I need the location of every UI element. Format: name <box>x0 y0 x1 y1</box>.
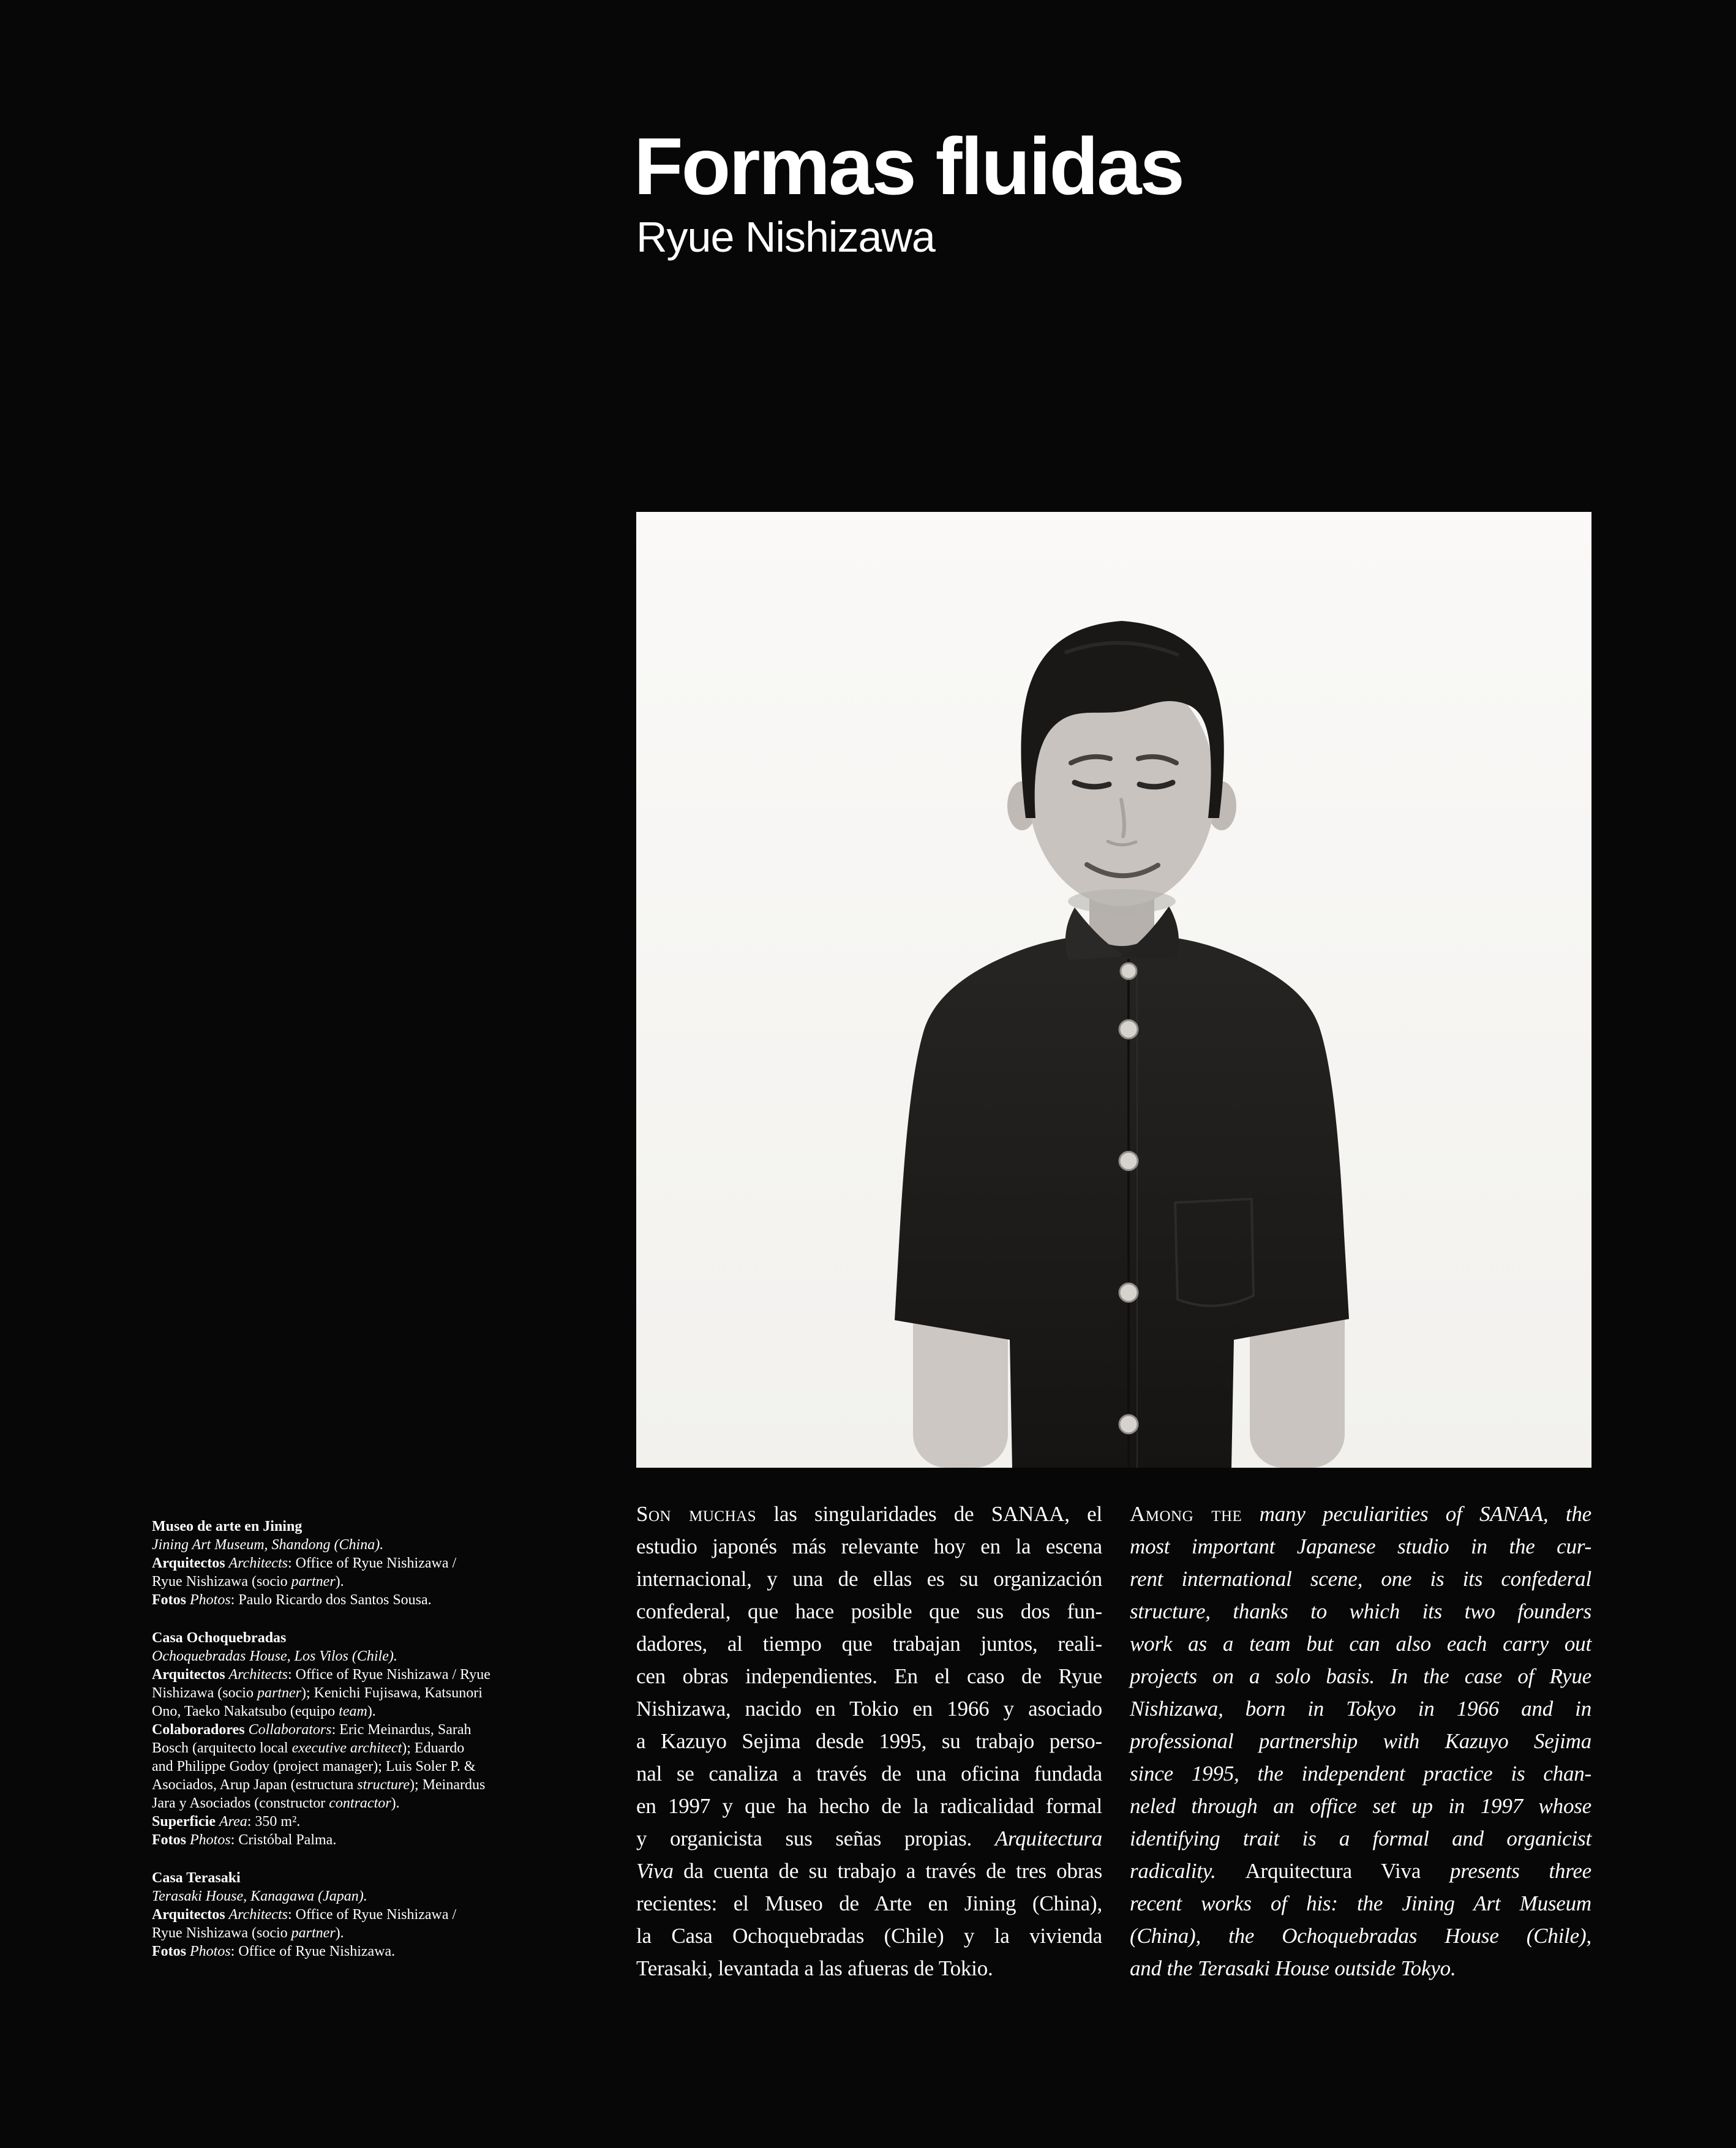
text-line: Ochoquebradas House, Los Vilos (Chile). <box>152 1648 397 1664</box>
text-line: Nishizawa, born in Tokyo in 1966 and in <box>1130 1697 1591 1721</box>
text-line: Among the many peculiarities of SANAA, the <box>1130 1502 1591 1526</box>
text-line: Fotos Photos: Cristóbal Palma. <box>152 1832 337 1848</box>
text-line: Fotos Photos: Paulo Ricardo dos Santos Sousa. <box>152 1592 432 1608</box>
text-line: Fotos Photos: Office of Ryue Nishizawa. <box>152 1943 396 1959</box>
text-line: confederal, que hace posible que sus dos fun- <box>636 1599 1102 1623</box>
portrait-photo <box>636 512 1591 1468</box>
text-line: Terasaki, levantada a las afueras de Tokio. <box>636 1956 993 1980</box>
text-line: Ryue Nishizawa (socio partner). <box>152 1574 344 1590</box>
text-line: Casa Ochoquebradas <box>152 1630 287 1646</box>
text-line: Asociados, Arup Japan (estructura structure); Meinardus <box>152 1777 486 1793</box>
text-line: Jining Art Museum, Shandong (China). <box>152 1537 384 1553</box>
text-line: recent works of his: the Jining Art Museum <box>1130 1891 1591 1915</box>
credit-section-ochoquebradas-house <box>152 1629 519 1849</box>
text-line: internacional, y una de ellas es su organización <box>636 1567 1102 1591</box>
text-line: Casa Terasaki <box>152 1870 241 1886</box>
text-line: Viva da cuenta de su trabajo a través de tres obras <box>636 1859 1102 1883</box>
text-line: Bosch (arquitecto local executive architect); Eduardo <box>152 1740 465 1756</box>
text-line: Arquitectos Architects: Office of Ryue Nishizawa / <box>152 1555 457 1571</box>
text-line: Ono, Taeko Nakatsubo (equipo team). <box>152 1703 376 1719</box>
text-line: Ryue Nishizawa (socio partner). <box>152 1925 344 1941</box>
text-line: since 1995, the independent practice is chan- <box>1130 1762 1591 1786</box>
text-line: projects on a solo basis. In the case of Ryue <box>1130 1664 1591 1688</box>
article-column-english <box>1130 1498 1591 1985</box>
text-line: identifying trait is a formal and organicist <box>1130 1827 1591 1850</box>
text-line: Superficie Area: 350 m². <box>152 1814 301 1830</box>
page-title: Formas fluidas <box>634 121 1183 211</box>
text-line: most important Japanese studio in the cur- <box>1130 1534 1591 1558</box>
text-line: and Philippe Godoy (project manager); Luis Soler P. & <box>152 1759 476 1774</box>
article-column-spanish <box>636 1498 1102 1985</box>
text-line: work as a team but can also each carry out <box>1130 1632 1591 1656</box>
text-line: Nishizawa, nacido en Tokio en 1966 y asociado <box>636 1697 1102 1721</box>
text-line: recientes: el Museo de Arte en Jining (China), <box>636 1891 1102 1915</box>
collar-button <box>1121 963 1137 979</box>
text-line: Arquitectos Architects: Office of Ryue Nishizawa / Ryue <box>152 1667 490 1683</box>
text-line: estudio japonés más relevante hoy en la escena <box>636 1534 1102 1558</box>
text-line: neled through an office set up in 1997 whose <box>1130 1794 1591 1818</box>
text-line: cen obras independientes. En el caso de Ryue <box>636 1664 1102 1688</box>
portrait-illustration <box>636 512 1591 1468</box>
text-line: la Casa Ochoquebradas (Chile) y la vivienda <box>636 1924 1102 1948</box>
text-line: radicality. Arquitectura Viva presents three <box>1130 1859 1591 1883</box>
text-line: Jara y Asociados (constructor contractor). <box>152 1795 400 1811</box>
text-line: Arquitectos Architects: Office of Ryue Nishizawa / <box>152 1907 457 1923</box>
text-line: Museo de arte en Jining <box>152 1519 302 1534</box>
text-line: Terasaki House, Kanagawa (Japan). <box>152 1888 367 1904</box>
text-line: dadores, al tiempo que trabajan juntos, reali- <box>636 1632 1102 1656</box>
text-line: (China), the Ochoquebradas House (Chile), <box>1130 1924 1591 1948</box>
text-line: rent international scene, one is its confederal <box>1130 1567 1591 1591</box>
chin-shadow <box>1068 889 1176 914</box>
text-line: en 1997 y que ha hecho de la radicalidad formal <box>636 1794 1102 1818</box>
text-line: a Kazuyo Sejima desde 1995, su trabajo perso- <box>636 1729 1102 1753</box>
text-line: y organicista sus señas propias. Arquitectura <box>636 1827 1102 1850</box>
text-line: Nishizawa (socio partner); Kenichi Fujisawa, Katsunori <box>152 1685 483 1701</box>
page-subtitle: Ryue Nishizawa <box>636 213 935 261</box>
text-line: nal se canaliza a través de una oficina fundada <box>636 1762 1102 1786</box>
text-line: and the Terasaki House outside Tokyo. <box>1130 1956 1456 1980</box>
text-line: professional partnership with Kazuyo Sejima <box>1130 1729 1591 1753</box>
project-credits <box>152 1517 519 1961</box>
text-line: Son muchas las singularidades de SANAA, el <box>636 1502 1102 1526</box>
credit-section-jining-museum <box>152 1517 519 1609</box>
text-line: Colaboradores Collaborators: Eric Meinardus, Sarah <box>152 1722 472 1738</box>
text-line: structure, thanks to which its two founders <box>1130 1599 1591 1623</box>
credit-section-terasaki-house <box>152 1869 519 1961</box>
